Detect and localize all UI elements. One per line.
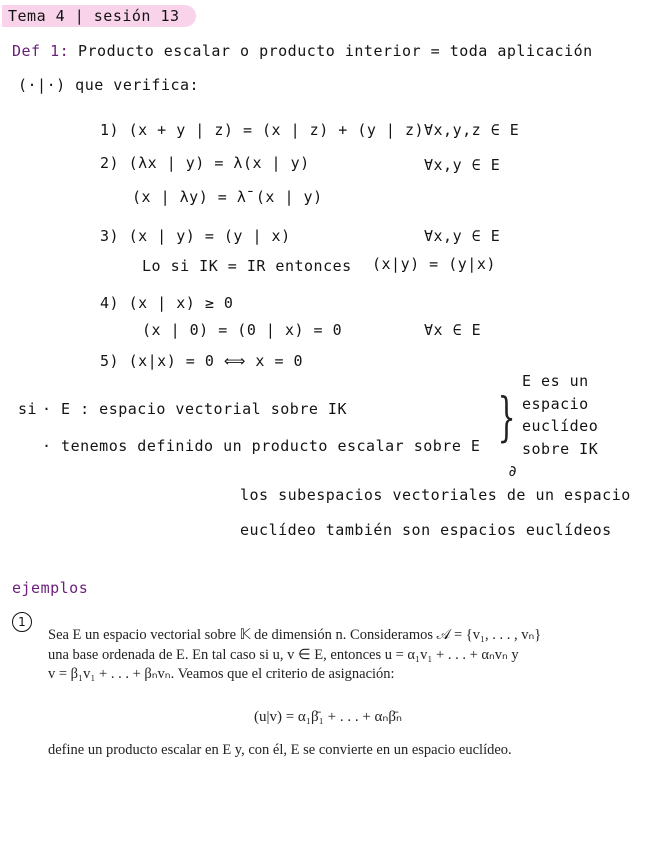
property-4: 4) (x | x) ≥ 0: [100, 294, 234, 312]
example-paragraph-line-2: una base ordenada de E. En tal caso si u, v ∈ E, entonces u = α₁v₁ + . . . + αₙvₙ y: [48, 647, 519, 663]
curly-brace: }: [497, 388, 517, 448]
definition-label: Def 1:: [12, 42, 70, 60]
condition-1: · E : espacio vectorial sobre IK: [42, 400, 347, 418]
example-paragraph-line-3: v = β₁v₁ + . . . + βₙvₙ. Veamos que el criterio de asignación:: [48, 666, 395, 682]
subspace-note-line-2: euclídeo también son espacios euclídeos: [240, 521, 612, 539]
property-4b: (x | 0) = (0 | x) = 0: [142, 321, 343, 339]
result-line-4: sobre IK: [522, 440, 599, 458]
property-5: 5) (x|x) = 0 ⟺ x = 0: [100, 352, 304, 370]
example-number-badge: 1: [12, 612, 32, 632]
result-line-1: E es un: [522, 372, 589, 390]
property-3: 3) (x | y) = (y | x): [100, 227, 291, 245]
property-1: 1) (x + y | z) = (x | z) + (y | z): [100, 121, 425, 139]
property-3-note-result: (x|y) = (y|x): [372, 255, 496, 273]
condition-2: · tenemos definido un producto escalar sobre E: [42, 437, 481, 455]
examples-heading: ejemplos: [12, 579, 89, 597]
result-marker: ∂: [508, 462, 518, 480]
property-1-quantifier: ∀x,y,z ∈ E: [424, 121, 520, 139]
property-2-quantifier: ∀x,y ∈ E: [424, 156, 501, 174]
property-2b: (x | λy) = λ̄ (x | y): [132, 188, 323, 206]
example-paragraph-line-4: define un producto escalar en E y, con él, E se convierte en un espacio euclídeo.: [48, 742, 512, 758]
property-2: 2) (λx | y) = λ(x | y): [100, 154, 310, 172]
result-line-3: euclídeo: [522, 417, 599, 435]
definition-line-1: Producto escalar o producto interior = toda aplicación: [78, 42, 593, 60]
result-line-2: espacio: [522, 395, 589, 413]
subspace-note-line-1: los subespacios vectoriales de un espacio: [240, 486, 631, 504]
example-paragraph-line-1: Sea E un espacio vectorial sobre 𝕂 de dimensión n. Consideramos 𝒜 = {v₁, . . . , vₙ}: [48, 627, 542, 643]
definition-line-2: (·|·) que verifica:: [18, 76, 200, 94]
property-4-quantifier: ∀x ∈ E: [424, 321, 482, 339]
property-3-note: Lo si IK = IR entonces: [142, 257, 352, 275]
example-formula: (u|v) = α₁β̄₁ + . . . + αₙβ̄ₙ: [253, 709, 402, 725]
property-3-quantifier: ∀x,y ∈ E: [424, 227, 501, 245]
conditions-si: si: [18, 400, 38, 418]
page-header-tag: Tema 4 | sesión 13: [2, 5, 196, 27]
